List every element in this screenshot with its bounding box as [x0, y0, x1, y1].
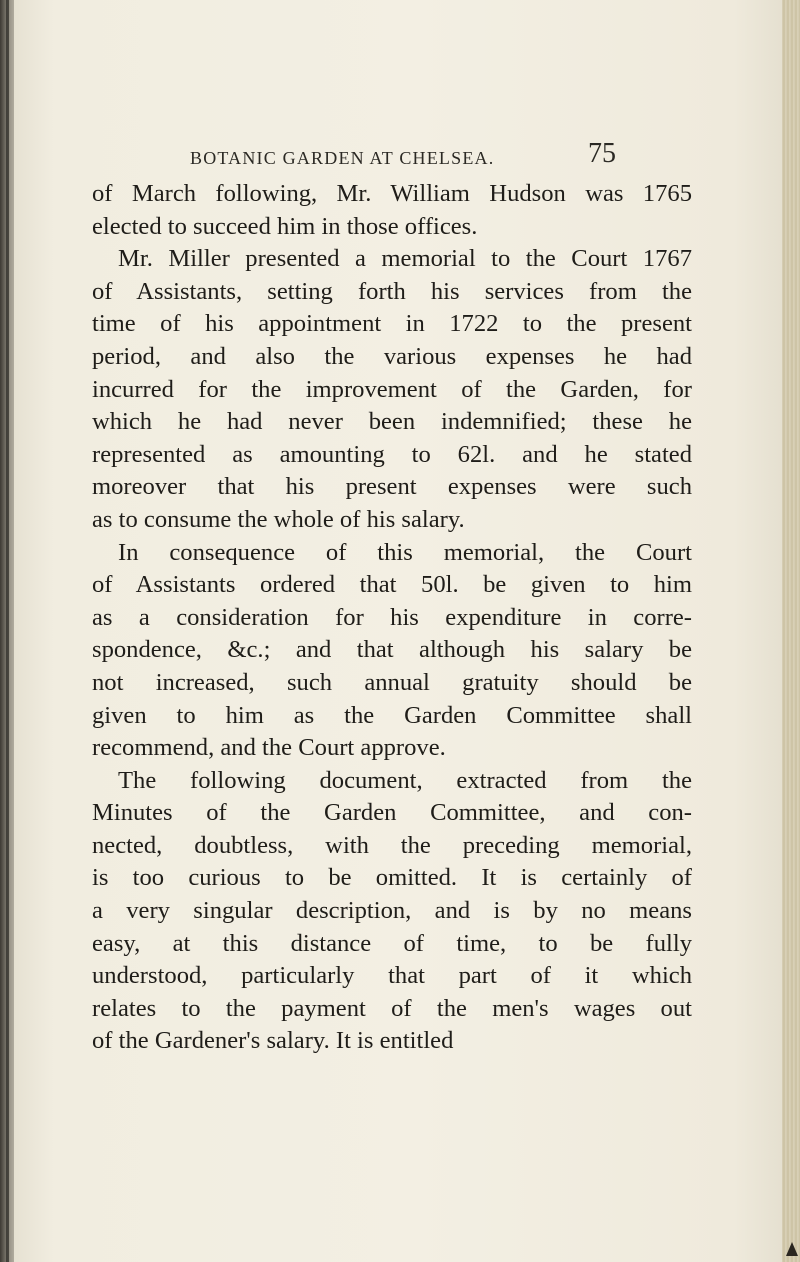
text-line: period, and also the various expenses he had [92, 342, 692, 370]
text-line: given to him as the Garden Committee shall [92, 701, 692, 729]
text-line: Mr. Miller presented a memorial to the Court 1767 [118, 245, 692, 273]
text-line: as to consume the whole of his salary. [92, 505, 465, 533]
text-line: as a consideration for his expenditure in corre- [92, 603, 692, 631]
text-line: incurred for the improvement of the Garden, for [92, 375, 692, 403]
running-head [190, 138, 650, 172]
text-line: represented as amounting to 62l. and he stated [92, 440, 692, 468]
text-line: relates to the payment of the men's wages out [92, 994, 692, 1022]
text-line: a very singular description, and is by no means [92, 897, 692, 925]
text-line: understood, particularly that part of it which [92, 962, 692, 990]
text-line: not increased, such annual gratuity should be [92, 668, 692, 696]
running-title: BOTANIC GARDEN AT CHELSEA. [190, 148, 495, 168]
text-line: recommend, and the Court approve. [92, 734, 446, 762]
text-line: elected to succeed him in those offices. [92, 212, 478, 240]
text-line: Minutes of the Garden Committee, and con- [92, 799, 692, 827]
text-line: time of his appointment in 1722 to the present [92, 310, 692, 338]
text-line: of Assistants ordered that 50l. be given to him [92, 571, 692, 599]
text-line: nected, doubtless, with the preceding memorial, [92, 831, 692, 859]
body-text [92, 178, 692, 1058]
text-line: The following document, extracted from the [118, 766, 692, 794]
text-line: In consequence of this memorial, the Court [118, 538, 692, 566]
text-line: of the Gardener's salary. It is entitled [92, 1027, 454, 1055]
text-line: of March following, Mr. William Hudson was 1765 [92, 180, 692, 207]
text-line: of Assistants, setting forth his services from the [92, 277, 692, 305]
text-line: spondence, &c.; and that although his salary be [92, 636, 692, 664]
text-line: which he had never been indemnified; these he [92, 408, 692, 436]
page-corner-marker-icon [786, 1242, 798, 1256]
page-number: 75 [588, 138, 616, 169]
page-stack-edge [782, 0, 800, 1262]
text-line: easy, at this distance of time, to be fully [92, 929, 692, 957]
binding-line [6, 0, 9, 1262]
text-line: moreover that his present expenses were such [92, 473, 692, 501]
text-line: is too curious to be omitted. It is certainly of [92, 864, 692, 892]
